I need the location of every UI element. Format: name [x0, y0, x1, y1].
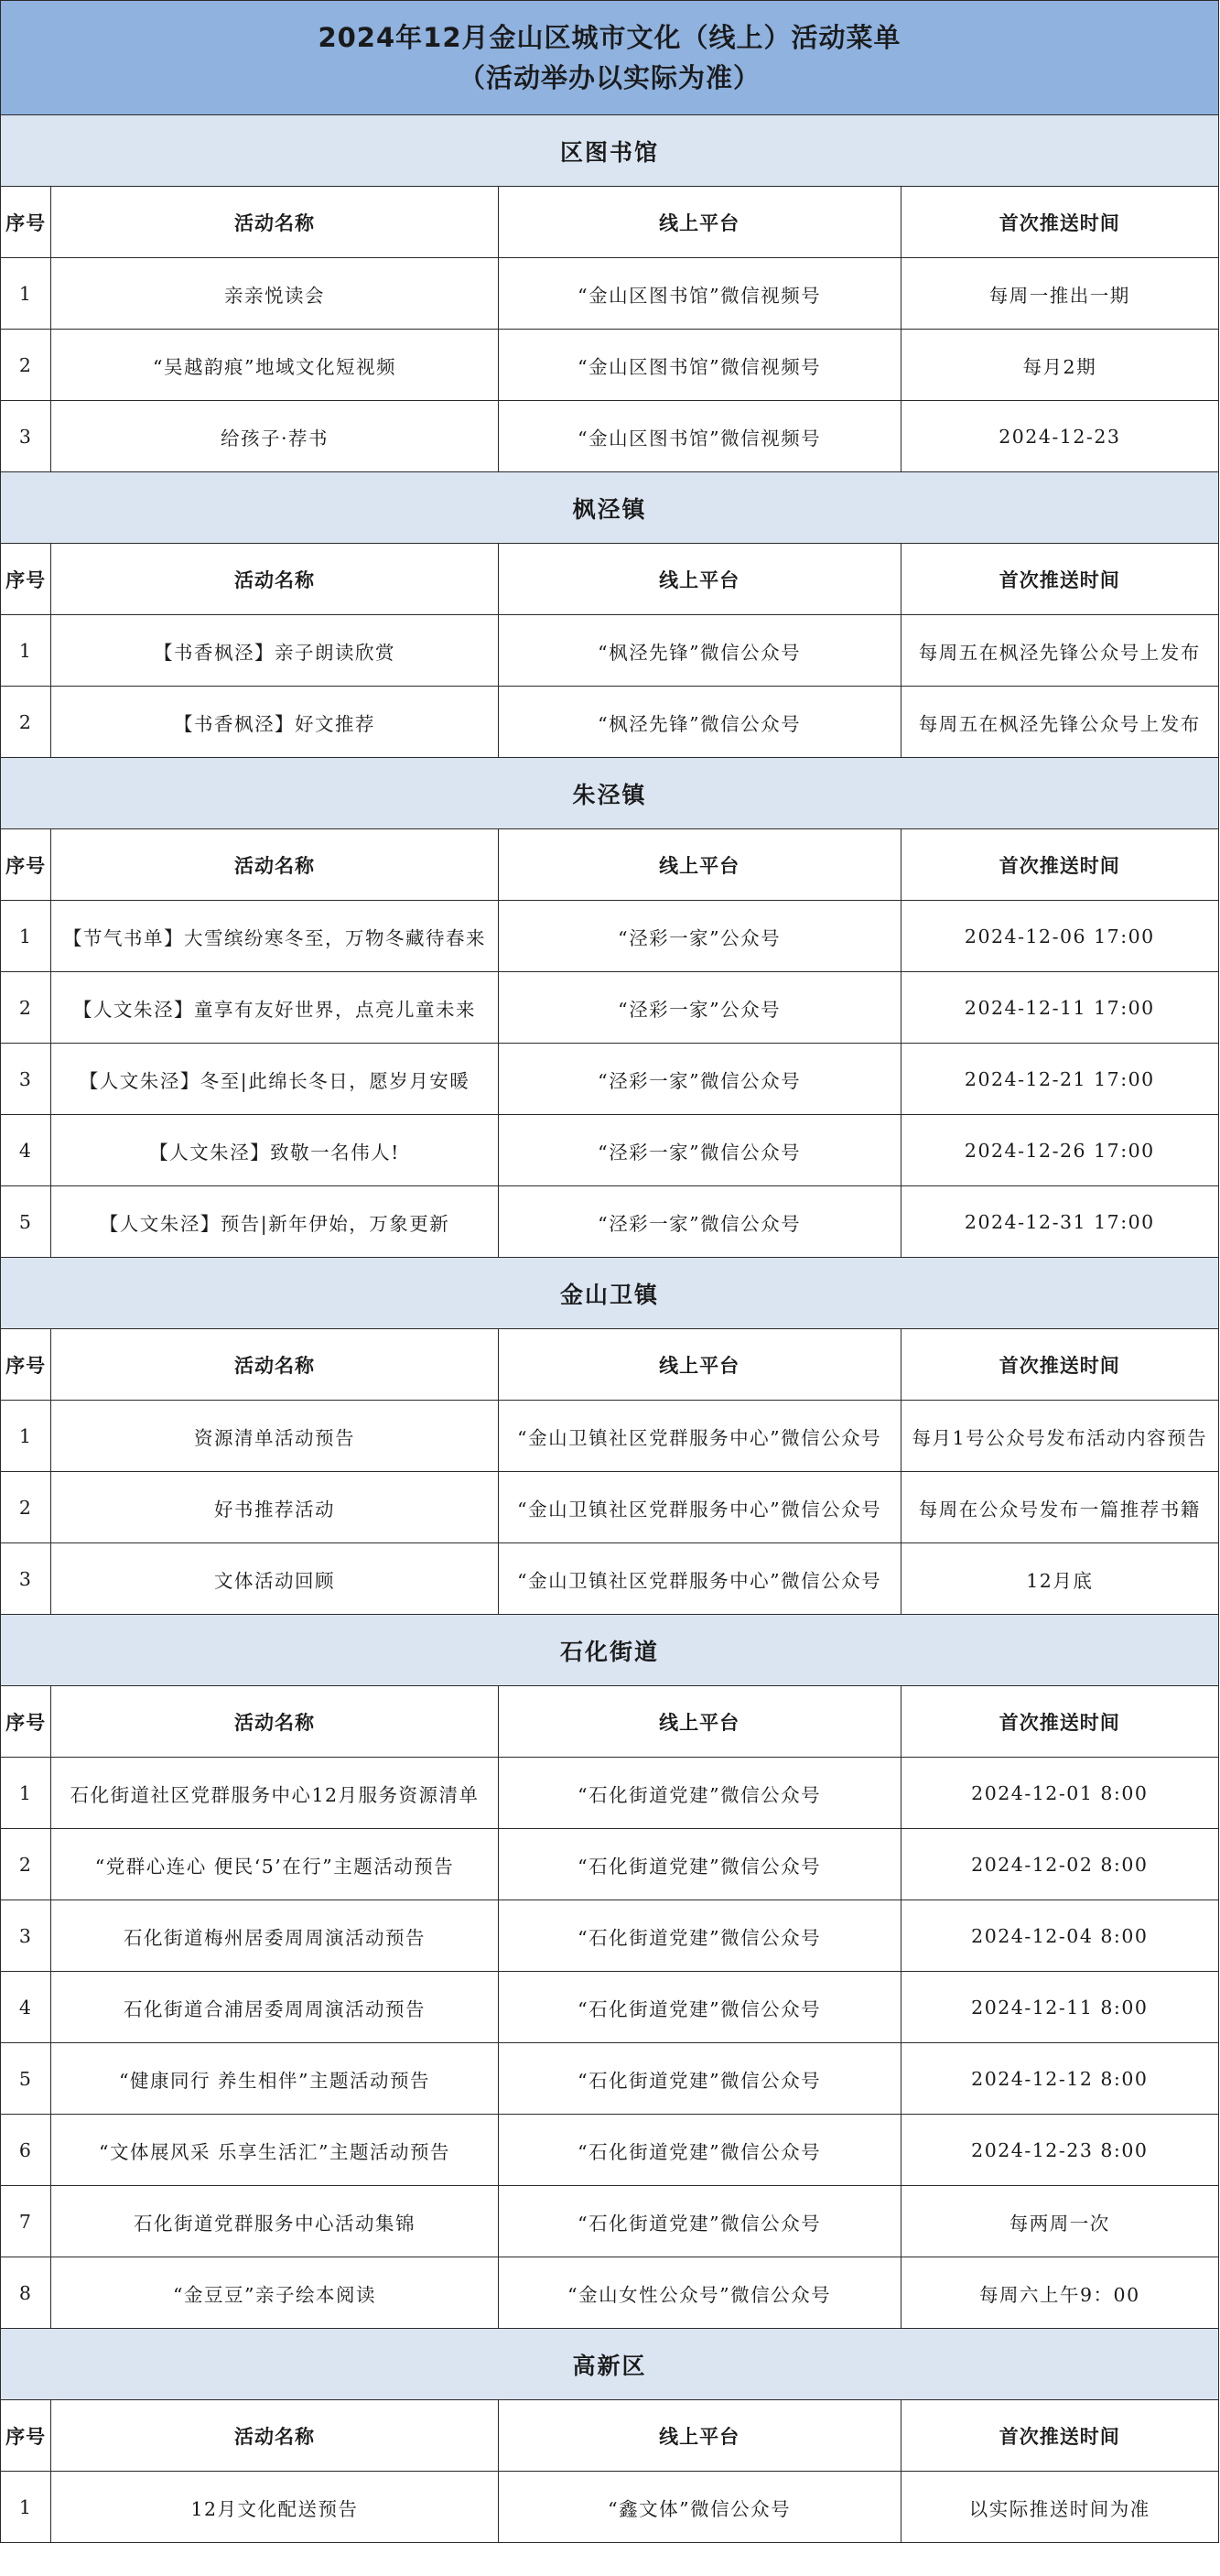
header-no: 序号: [1, 2400, 51, 2472]
row-no: 1: [1, 258, 51, 330]
table-body: [1, 1, 1219, 2543]
row-no: 1: [1, 901, 51, 972]
table-row: [1, 1115, 1219, 1186]
row-activity-name: 【节气书单】大雪缤纷寒冬至，万物冬藏待春来: [51, 901, 498, 972]
header-no: 序号: [1, 187, 51, 258]
row-push-time: 每周五在枫泾先锋公众号上发布: [901, 687, 1218, 758]
table-row: [1, 2115, 1219, 2186]
table-row: [1, 1972, 1219, 2043]
section-row: [1, 472, 1219, 544]
row-platform: “泾彩一家”公众号: [498, 901, 901, 972]
row-no: 1: [1, 2472, 51, 2543]
row-activity-name: 【书香枫泾】亲子朗读欣赏: [51, 615, 498, 687]
header-platform: 线上平台: [498, 187, 901, 258]
row-push-time: 2024-12-04 8:00: [901, 1900, 1218, 1972]
section-title: 高新区: [1, 2329, 1219, 2400]
row-push-time: 2024-12-11 17:00: [901, 972, 1218, 1044]
row-no: 4: [1, 1972, 51, 2043]
row-no: 2: [1, 1472, 51, 1543]
row-push-time: 2024-12-02 8:00: [901, 1829, 1218, 1900]
row-activity-name: 石化街道合浦居委周周演活动预告: [51, 1972, 498, 2043]
title-row: [1, 1, 1219, 115]
row-push-time: 每月1号公众号发布活动内容预告: [901, 1401, 1218, 1472]
row-no: 2: [1, 972, 51, 1044]
header-platform: 线上平台: [498, 2400, 901, 2472]
row-platform: “鑫文体”微信公众号: [498, 2472, 901, 2543]
row-platform: “枫泾先锋”微信公众号: [498, 615, 901, 687]
row-no: 1: [1, 615, 51, 687]
row-platform: “金山区图书馆”微信视频号: [498, 258, 901, 330]
row-no: 3: [1, 1900, 51, 1972]
section-title: 枫泾镇: [1, 472, 1219, 544]
row-no: 5: [1, 2043, 51, 2115]
table-row: [1, 687, 1219, 758]
row-platform: “枫泾先锋”微信公众号: [498, 687, 901, 758]
row-platform: “金山卫镇社区党群服务中心”微信公众号: [498, 1472, 901, 1543]
table-row: [1, 2186, 1219, 2257]
header-name: 活动名称: [51, 829, 498, 901]
row-activity-name: 资源清单活动预告: [51, 1401, 498, 1472]
row-push-time: 2024-12-21 17:00: [901, 1044, 1218, 1115]
header-name: 活动名称: [51, 2400, 498, 2472]
header-no: 序号: [1, 544, 51, 615]
table-row: [1, 2472, 1219, 2543]
row-push-time: 2024-12-12 8:00: [901, 2043, 1218, 2115]
row-platform: “石化街道党建”微信公众号: [498, 2043, 901, 2115]
header-no: 序号: [1, 1686, 51, 1758]
row-no: 3: [1, 1543, 51, 1615]
row-platform: “泾彩一家”微信公众号: [498, 1044, 901, 1115]
table-row: [1, 1401, 1219, 1472]
sheet-title: [1, 1, 1219, 115]
section-row: [1, 1615, 1219, 1686]
row-activity-name: 好书推荐活动: [51, 1472, 498, 1543]
row-no: 2: [1, 1829, 51, 1900]
row-activity-name: 【人文朱泾】童享有友好世界，点亮儿童未来: [51, 972, 498, 1044]
row-activity-name: 石化街道党群服务中心活动集锦: [51, 2186, 498, 2257]
table-row: [1, 972, 1219, 1044]
header-platform: 线上平台: [498, 829, 901, 901]
row-no: 6: [1, 2115, 51, 2186]
title-line-1: 2024年12月金山区城市文化（线上）活动菜单: [318, 22, 902, 53]
row-push-time: 每月2期: [901, 330, 1218, 401]
row-activity-name: 石化街道梅州居委周周演活动预告: [51, 1900, 498, 1972]
section-title: 石化街道: [1, 1615, 1219, 1686]
row-push-time: 2024-12-01 8:00: [901, 1758, 1218, 1829]
row-platform: “金山卫镇社区党群服务中心”微信公众号: [498, 1401, 901, 1472]
table-row: [1, 901, 1219, 972]
header-time: 首次推送时间: [901, 2400, 1218, 2472]
header-time: 首次推送时间: [901, 1329, 1218, 1401]
row-platform: “金山区图书馆”微信视频号: [498, 401, 901, 472]
row-activity-name: 【书香枫泾】好文推荐: [51, 687, 498, 758]
table-row: [1, 401, 1219, 472]
header-platform: 线上平台: [498, 1686, 901, 1758]
title-line-2: （活动举办以实际为准）: [458, 62, 761, 93]
section-row: [1, 2329, 1219, 2400]
row-no: 4: [1, 1115, 51, 1186]
section-row: [1, 758, 1219, 829]
row-activity-name: “健康同行 养生相伴”主题活动预告: [51, 2043, 498, 2115]
row-push-time: 2024-12-23: [901, 401, 1218, 472]
header-name: 活动名称: [51, 544, 498, 615]
row-platform: “金山区图书馆”微信视频号: [498, 330, 901, 401]
row-activity-name: “金豆豆”亲子绘本阅读: [51, 2257, 498, 2329]
row-activity-name: 12月文化配送预告: [51, 2472, 498, 2543]
row-no: 1: [1, 1401, 51, 1472]
row-platform: “泾彩一家”微信公众号: [498, 1186, 901, 1258]
row-no: 5: [1, 1186, 51, 1258]
table-row: [1, 1829, 1219, 1900]
row-activity-name: 石化街道社区党群服务中心12月服务资源清单: [51, 1758, 498, 1829]
table-row: [1, 330, 1219, 401]
column-header-row: [1, 1329, 1219, 1401]
row-push-time: 每周五在枫泾先锋公众号上发布: [901, 615, 1218, 687]
header-name: 活动名称: [51, 1329, 498, 1401]
row-no: 1: [1, 1758, 51, 1829]
table-row: [1, 1186, 1219, 1258]
column-header-row: [1, 187, 1219, 258]
row-platform: “泾彩一家”微信公众号: [498, 1115, 901, 1186]
row-platform: “石化街道党建”微信公众号: [498, 2115, 901, 2186]
row-push-time: 每周一推出一期: [901, 258, 1218, 330]
row-push-time: 2024-12-23 8:00: [901, 2115, 1218, 2186]
column-header-row: [1, 1686, 1219, 1758]
row-platform: “泾彩一家”公众号: [498, 972, 901, 1044]
header-platform: 线上平台: [498, 1329, 901, 1401]
row-activity-name: “文体展风采 乐享生活汇”主题活动预告: [51, 2115, 498, 2186]
row-platform: “金山卫镇社区党群服务中心”微信公众号: [498, 1543, 901, 1615]
row-activity-name: 【人文朱泾】冬至|此绵长冬日，愿岁月安暖: [51, 1044, 498, 1115]
row-push-time: 2024-12-26 17:00: [901, 1115, 1218, 1186]
table-row: [1, 1758, 1219, 1829]
row-platform: “石化街道党建”微信公众号: [498, 2186, 901, 2257]
header-name: 活动名称: [51, 1686, 498, 1758]
row-activity-name: 【人文朱泾】致敬一名伟人!: [51, 1115, 498, 1186]
header-no: 序号: [1, 829, 51, 901]
row-push-time: 每周在公众号发布一篇推荐书籍: [901, 1472, 1218, 1543]
column-header-row: [1, 544, 1219, 615]
header-time: 首次推送时间: [901, 829, 1218, 901]
column-header-row: [1, 829, 1219, 901]
section-row: [1, 1258, 1219, 1329]
section-title: 朱泾镇: [1, 758, 1219, 829]
table-row: [1, 1543, 1219, 1615]
section-title: 区图书馆: [1, 115, 1219, 187]
row-push-time: 每两周一次: [901, 2186, 1218, 2257]
header-no: 序号: [1, 1329, 51, 1401]
row-platform: “石化街道党建”微信公众号: [498, 1972, 901, 2043]
table-row: [1, 258, 1219, 330]
row-push-time: 12月底: [901, 1543, 1218, 1615]
row-activity-name: “吴越韵痕”地域文化短视频: [51, 330, 498, 401]
row-no: 2: [1, 687, 51, 758]
section-row: [1, 115, 1219, 187]
row-push-time: 以实际推送时间为准: [901, 2472, 1218, 2543]
row-push-time: 每周六上午9：00: [901, 2257, 1218, 2329]
row-activity-name: 【人文朱泾】预告|新年伊始，万象更新: [51, 1186, 498, 1258]
table-row: [1, 2257, 1219, 2329]
row-platform: “金山女性公众号”微信公众号: [498, 2257, 901, 2329]
row-platform: “石化街道党建”微信公众号: [498, 1900, 901, 1972]
row-push-time: 2024-12-31 17:00: [901, 1186, 1218, 1258]
row-no: 3: [1, 401, 51, 472]
table-row: [1, 1044, 1219, 1115]
header-time: 首次推送时间: [901, 1686, 1218, 1758]
row-push-time: 2024-12-11 8:00: [901, 1972, 1218, 2043]
header-platform: 线上平台: [498, 544, 901, 615]
header-time: 首次推送时间: [901, 544, 1218, 615]
row-activity-name: 亲亲悦读会: [51, 258, 498, 330]
row-no: 7: [1, 2186, 51, 2257]
column-header-row: [1, 2400, 1219, 2472]
row-no: 2: [1, 330, 51, 401]
row-platform: “石化街道党建”微信公众号: [498, 1829, 901, 1900]
row-platform: “石化街道党建”微信公众号: [498, 1758, 901, 1829]
table-row: [1, 1472, 1219, 1543]
row-activity-name: “党群心连心 便民‘5’在行”主题活动预告: [51, 1829, 498, 1900]
row-no: 8: [1, 2257, 51, 2329]
header-name: 活动名称: [51, 187, 498, 258]
table-row: [1, 2043, 1219, 2115]
row-activity-name: 给孩子·荐书: [51, 401, 498, 472]
row-activity-name: 文体活动回顾: [51, 1543, 498, 1615]
row-no: 3: [1, 1044, 51, 1115]
header-time: 首次推送时间: [901, 187, 1218, 258]
table-row: [1, 1900, 1219, 1972]
section-title: 金山卫镇: [1, 1258, 1219, 1329]
table-row: [1, 615, 1219, 687]
row-push-time: 2024-12-06 17:00: [901, 901, 1218, 972]
